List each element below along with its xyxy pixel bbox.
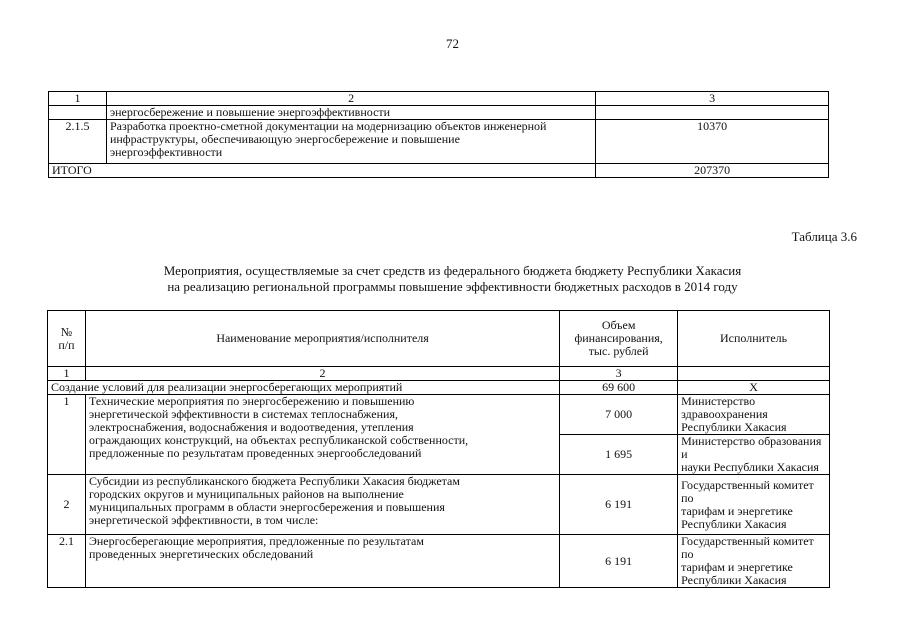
row-value: 6 191 <box>560 535 678 588</box>
row-value: 6 191 <box>560 475 678 535</box>
row-description-line: инфраструктуры, обеспечивающую энергосбережение и повышение <box>109 132 460 146</box>
header-cell: 3 <box>596 92 829 106</box>
row-number: 1 <box>48 395 86 475</box>
table-header-row <box>49 92 829 106</box>
table-row <box>49 106 829 120</box>
row-description <box>106 120 595 164</box>
section-label: Создание условий для реализации энергосберегающих мероприятий <box>48 381 560 395</box>
row-executor: Государственный комитет по тарифам и энергетике Республики Хакасия <box>678 475 830 535</box>
table-title <box>0 263 905 295</box>
header-cell: 1 <box>49 92 107 106</box>
table-row <box>48 535 830 588</box>
row-value: 1 695 <box>560 435 678 475</box>
row-description-line: Разработка проектно-сметной документации на модернизацию объектов инженерной <box>109 119 547 133</box>
page-number: 72 <box>446 36 459 51</box>
table-header-row <box>48 311 830 367</box>
row-description-line: энергоэффективности <box>109 145 223 159</box>
total-row <box>49 164 829 178</box>
index-row: 1 2 3 <box>48 367 830 381</box>
row-description: Технические мероприятия по энергосбережению и повышению энергетической эффективности в системах теплоснабжения, электроснабжения, водоснабжения и водоотведения, утепления ограждающих конструкций, на объектах республиканской собственности, предложенные по результатам проведенных энергообследований <box>85 395 559 475</box>
row-number: 2.1.5 <box>49 120 107 164</box>
section-executor: Х <box>678 381 830 395</box>
table-title-line: на реализацию региональной программы повышение эффективности бюджетных расходов в 2014 году <box>167 279 738 294</box>
row-executor: Министерство образования и науки Республики Хакасия <box>678 435 830 475</box>
table-row <box>48 475 830 535</box>
row-description: Субсидии из республиканского бюджета Республики Хакасия бюджетам городских округов и муниципальных районов на выполнение муниципальных программ в области энергосбережения и повышения энергетической эффективности, в том числе: <box>85 475 559 535</box>
row-value: 7 000 <box>560 395 678 435</box>
total-value: 207370 <box>596 164 829 178</box>
table-title-line: Мероприятия, осуществляемые за счет средств из федерального бюджета бюджету Республики Хакасия <box>163 263 742 278</box>
table-row <box>49 120 829 164</box>
measures-table <box>47 310 830 588</box>
header-name: Наименование мероприятия/исполнителя <box>85 311 559 367</box>
total-label: ИТОГО <box>49 164 596 178</box>
table-caption: Таблица 3.6 <box>791 229 857 244</box>
header-volume: Объем финансирования, тыс. рублей <box>560 311 678 367</box>
continuation-table <box>48 91 829 178</box>
row-description: Энергосберегающие мероприятия, предложенные по результатам проведенных энергетических обследований <box>85 535 559 588</box>
row-number: 2 <box>48 475 86 535</box>
row-executor: Государственный комитет по тарифам и энергетике Республики Хакасия <box>678 535 830 588</box>
header-executor: Исполнитель <box>678 311 830 367</box>
table-row <box>48 395 830 435</box>
header-cell: 2 <box>106 92 595 106</box>
row-value: 10370 <box>596 120 829 164</box>
section-row <box>48 381 830 395</box>
row-executor: Министерство здравоохранения Республики Хакасия <box>678 395 830 435</box>
continuation-text: энергосбережение и повышение энергоэффективности <box>106 106 595 120</box>
header-number: № п/п <box>48 311 86 367</box>
section-value: 69 600 <box>560 381 678 395</box>
row-number: 2.1 <box>48 535 86 588</box>
